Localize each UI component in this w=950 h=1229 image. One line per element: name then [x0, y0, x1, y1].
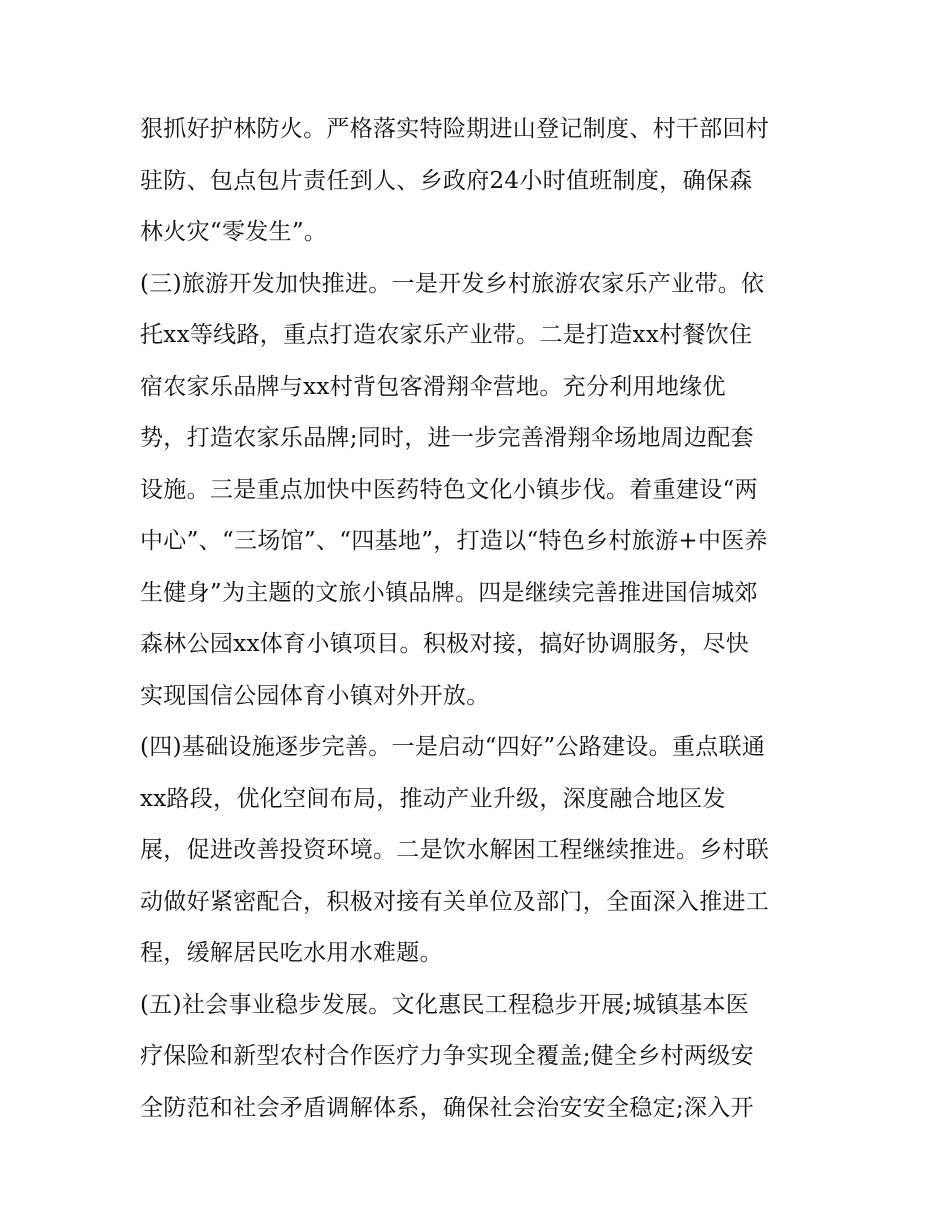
text-line: 托xx等线路，重点打造农家乐产业带。二是打造xx村餐饮住 — [140, 322, 753, 348]
text-line: 森林公园xx体育小镇项目。积极对接，搞好协调服务，尽快 — [140, 631, 750, 657]
text-line: 动做好紧密配合，积极对接有关单位及部门，全面深入推进工 — [140, 888, 770, 915]
text-line: (四)基础设施逐步完善。一是启动“四好”公路建设。重点联通 — [140, 734, 766, 760]
text-line: (三)旅游开发加快推进。一是开发乡村旅游农家乐产业带。依 — [140, 270, 765, 297]
text-line: 设施。三是重点加快中医药特色文化小镇步伐。着重建设“两 — [140, 476, 758, 503]
text-line: 宿农家乐品牌与xx村背包客滑翔伞营地。充分利用地缘优 — [140, 373, 726, 400]
text-line: 疗保险和新型农村合作医疗力争实现全覆盖;健全乡村两级安 — [140, 1043, 754, 1069]
text-line: 势，打造农家乐品牌;同时，进一步完善滑翔伞场地周边配套 — [140, 425, 754, 451]
text-line: xx路段，优化空间布局，推动产业升级，深度融合地区发 — [140, 785, 726, 812]
text-line: 狠抓好护林防火。严格落实特险期进山登记制度、村干部回村 — [140, 116, 770, 142]
text-line: 生健身”为主题的文旅小镇品牌。四是继续完善推进国信城郊 — [140, 579, 758, 606]
text-line: 实现国信公园体育小镇对外开放。 — [140, 682, 490, 709]
text-line: 林火灾“零发生”。 — [140, 219, 328, 245]
text-line: 全防范和社会矛盾调解体系，确保社会治安安全稳定;深入开 — [140, 1094, 754, 1121]
text-line: 驻防、包点包片责任到人、乡政府24小时值班制度，确保森 — [140, 167, 753, 194]
text-line: (五)社会事业稳步发展。文化惠民工程稳步开展;城镇基本医 — [140, 991, 750, 1018]
text-line: 程，缓解居民吃水用水难题。 — [140, 940, 443, 966]
document-body — [140, 104, 840, 1134]
text-line: 展，促进改善投资环境。二是饮水解困工程继续推进。乡村联 — [140, 837, 770, 863]
text-line: 中心”、“三场馆”、“四基地”，打造以“特色乡村旅游+中医养 — [140, 528, 768, 554]
